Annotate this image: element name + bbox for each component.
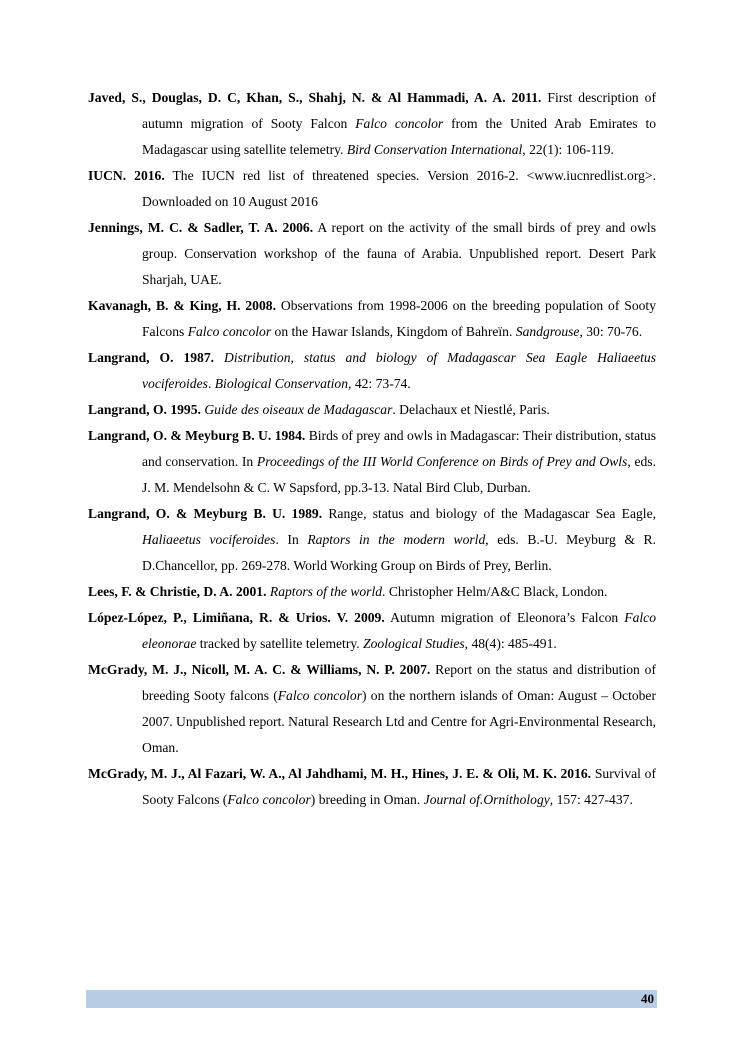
reference-authors-year: Langrand, O. 1987.: [88, 350, 215, 365]
reference-entry: [88, 85, 656, 163]
reference-authors-year: López-López, P., Limiñana, R. & Urios. V. 2009.: [88, 610, 385, 625]
footer-bar: [86, 990, 657, 1008]
reference-text: Range, status and biology of the Madagascar Sea Eagle,: [322, 506, 656, 521]
reference-entry: [88, 397, 656, 423]
reference-text: , 48(4): 485-491.: [464, 636, 557, 651]
reference-text: ) on the northern islands of Oman: August – October 2007. Unpublished report. Natural Research Ltd and Centre for Agri-Environmental Research, Oman.: [142, 688, 656, 755]
reference-italic-text: Proceedings of the III World Conference on Birds of Prey and Owls: [256, 454, 628, 469]
page-number: 40: [641, 991, 654, 1006]
reference-text: Autumn migration of Eleonora’s Falcon: [384, 610, 625, 625]
reference-italic-text: Bird Conservation International: [346, 142, 523, 157]
reference-text: on the Hawar Islands, Kingdom of Bahreïn.: [271, 324, 516, 339]
reference-italic-text: Falco concolor: [355, 116, 444, 131]
reference-italic-text: Haliaeetus vociferoides: [142, 532, 276, 547]
reference-entry: [88, 423, 656, 501]
reference-italic-text: Biological Conservation: [214, 376, 349, 391]
reference-authors-year: IUCN. 2016.: [88, 168, 165, 183]
reference-entry: [88, 293, 656, 345]
reference-italic-text: Raptors of the world: [269, 584, 383, 599]
reference-text: , 42: 73-74.: [348, 376, 411, 391]
reference-entry: [88, 501, 656, 579]
reference-italic-text: Falco concolor: [187, 324, 272, 339]
reference-text: , 30: 70-76.: [579, 324, 643, 339]
reference-text: The IUCN red list of threatened species. Version 2016-2. <www.iucnredlist.org>. Downloaded on 10 August 2016: [142, 168, 656, 209]
reference-text: .: [207, 376, 215, 391]
reference-italic-text: Sandgrouse: [515, 324, 580, 339]
reference-text: Report on the status and distribution of breeding Sooty falcons (: [142, 662, 656, 703]
reference-italic-text: Falco eleonorae: [142, 610, 656, 651]
reference-authors-year: Langrand, O. & Meyburg B. U. 1989.: [88, 506, 323, 521]
reference-italic-text: Guide des oiseaux de Madagascar: [204, 402, 393, 417]
reference-authors-year: Langrand, O. 1995.: [88, 402, 201, 417]
reference-authors-year: McGrady, M. J., Nicoll, M. A. C. & Williams, N. P. 2007.: [88, 662, 431, 677]
reference-text: [214, 350, 224, 365]
reference-italic-text: Zoological Studies: [363, 636, 465, 651]
reference-entry: [88, 579, 656, 605]
reference-authors-year: Langrand, O. & Meyburg B. U. 1984.: [88, 428, 306, 443]
reference-text: A report on the activity of the small birds of prey and owls group. Conservation workshop of the fauna of Arabia. Unpublished report. Desert Park Sharjah, UAE.: [142, 220, 656, 287]
reference-italic-text: Distribution, status and biology of Madagascar Sea Eagle Haliaeetus vociferoides: [142, 350, 656, 391]
reference-text: , eds. B.-U. Meyburg & R. D.Chancellor, pp. 269-278. World Working Group on Birds of Prey, Berlin.: [142, 532, 656, 573]
reference-entry: [88, 163, 656, 215]
reference-authors-year: Kavanagh, B. & King, H. 2008.: [88, 298, 276, 313]
reference-text: from the United Arab Emirates to Madagascar using satellite telemetry.: [142, 116, 657, 157]
reference-text: Survival of Sooty Falcons (: [142, 766, 657, 807]
reference-list: [88, 85, 656, 813]
reference-italic-text: Journal of.Ornithology: [423, 792, 550, 807]
reference-text: , 157: 427-437.: [549, 792, 633, 807]
reference-text: First description of autumn migration of Sooty Falcon: [142, 90, 656, 131]
reference-entry: [88, 761, 656, 813]
reference-text: , eds. J. M. Mendelsohn & C. W Sapsford, pp.3-13. Natal Bird Club, Durban.: [142, 454, 656, 495]
reference-text: . In: [275, 532, 308, 547]
reference-text: . Christopher Helm/A&C Black, London.: [382, 584, 608, 599]
reference-italic-text: Falco concolor: [277, 688, 363, 703]
reference-text: , 22(1): 106-119.: [522, 142, 614, 157]
reference-authors-year: Javed, S., Douglas, D. C, Khan, S., Shahj, N. & Al Hammadi, A. A. 2011.: [88, 90, 542, 105]
reference-text: . Delachaux et Niestlé, Paris.: [392, 402, 550, 417]
reference-italic-text: Falco concolor: [227, 792, 311, 807]
reference-text: tracked by satellite telemetry.: [196, 636, 364, 651]
reference-authors-year: Lees, F. & Christie, D. A. 2001.: [88, 584, 267, 599]
reference-italic-text: Raptors in the modern world: [307, 532, 486, 547]
reference-entry: [88, 657, 656, 761]
reference-text: ) breeding in Oman.: [310, 792, 424, 807]
reference-entry: [88, 345, 656, 397]
reference-text: Birds of prey and owls in Madagascar: Their distribution, status and conservation. In: [142, 428, 656, 469]
reference-entry: [88, 605, 656, 657]
reference-text: Observations from 1998-2006 on the breeding population of Sooty Falcons: [142, 298, 656, 339]
reference-entry: [88, 215, 656, 293]
reference-authors-year: Jennings, M. C. & Sadler, T. A. 2006.: [88, 220, 314, 235]
reference-authors-year: McGrady, M. J., Al Fazari, W. A., Al Jahdhami, M. H., Hines, J. E. & Oli, M. K. 2016.: [88, 766, 592, 781]
